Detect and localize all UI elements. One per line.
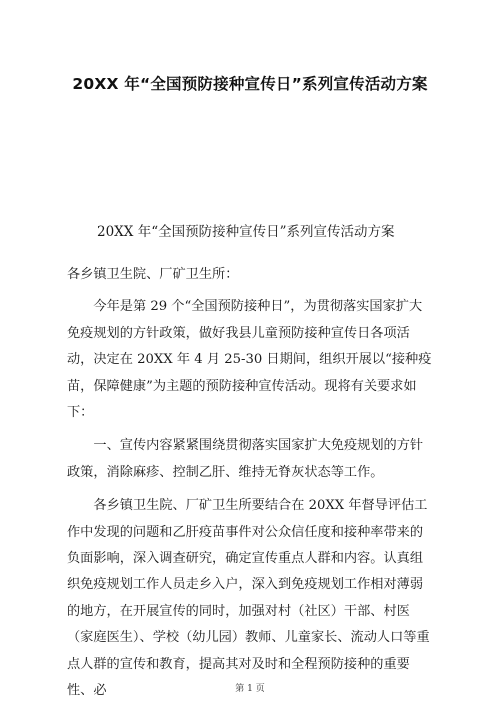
paragraph-3: 各乡镇卫生院、厂矿卫生所要结合在 20XX 年督导评估工作中发现的问题和乙肝疫苗事件对公众信任度和接种率带来的负面影响，深入调查研究，确定宣传重点人群和内容。认真组织免疫规划工作人员走乡入户，深入到免疫规划工作相对薄弱的地方，在开展宣传的同时，加强对村（社区）干部、村医（家庭医生）、学校（幼儿园）教师、儿童家长、流动人口等重点人群的宣传和教育，提高其对及时和全程预防接种的重要性、必 — [67, 498, 430, 699]
salutation: 各乡镇卫生院、厂矿卫生所： — [67, 267, 239, 282]
document-subtitle: 20XX 年“全国预防接种宣传日”系列宣传活动方案 — [97, 224, 395, 240]
paragraph-2: 一、宣传内容紧紧围绕贯彻落实国家扩大免疫规划的方针政策，消除麻疹、控制乙肝、维持无脊灰状态等工作。 — [67, 438, 424, 480]
document-title: 20XX 年“全国预防接种宣传日”系列宣传活动方案 — [72, 75, 428, 93]
page-number: 第 1 页 — [235, 684, 265, 694]
paragraph-1: 今年是第 29 个“全国预防接种日”，为贯彻落实国家扩大免疫规划的方针政策，做好我县儿童预防接种宣传日各项活动，决定在 20XX 年 4 月 25-30 日期间，组织开展以“接种疫苗，保障健康”为主题的预防接种宣传活动。现将有关要求如下： — [67, 299, 432, 421]
document-body — [67, 262, 435, 712]
